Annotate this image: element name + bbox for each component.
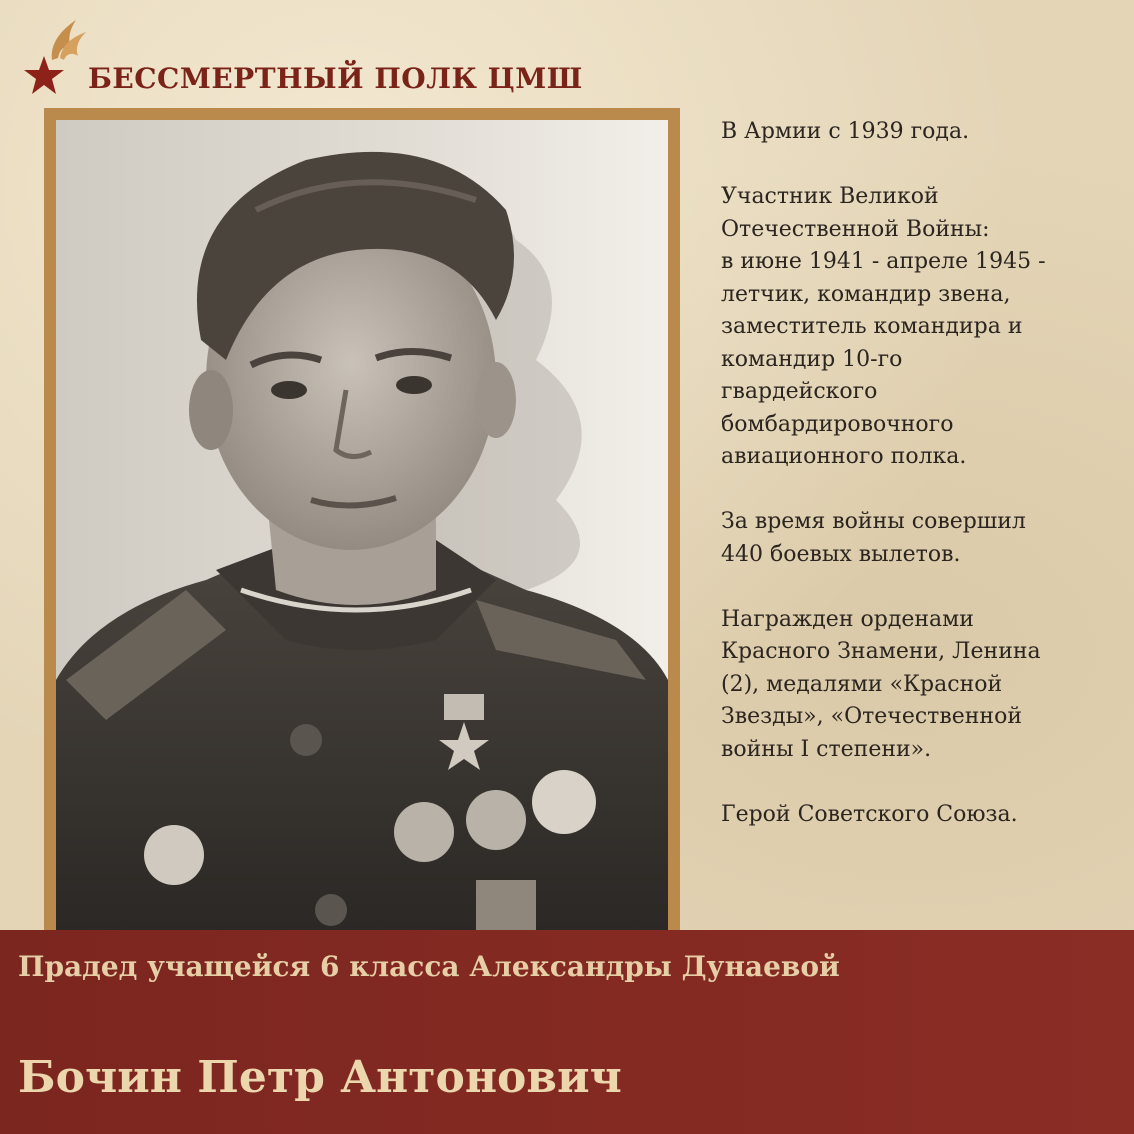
soldier-portrait [56,120,668,930]
bio-line: командир 10-го [721,346,903,372]
biography-text [721,116,1121,864]
bio-line: Награжден орденами [721,606,974,632]
bio-line: Красного Знамени, Ленина [721,639,1041,664]
bio-paragraph-service [721,116,1121,149]
brand-title: БЕССМЕРТНЫЙ ПОЛК ЦМШ [88,62,583,95]
bio-line: заместитель командира и [721,314,1023,339]
bio-line: авиационного полка. [721,444,967,469]
bio-line: летчик, командир звена, [721,281,1011,307]
bio-line: 440 боевых вылетов. [721,541,961,567]
bio-line: Звезды», «Отечественной [721,704,1022,729]
bio-line: гвардейского [721,379,878,404]
bio-line: Герой Советского Союза. [721,801,1018,827]
bio-line: За время войны совершил [721,509,1026,534]
bio-line: В Армии с 1939 года. [721,119,970,144]
bio-paragraph-awards [721,604,1121,767]
bio-paragraph-war [721,181,1121,474]
hero-name: Бочин Петр Антонович [18,1052,622,1103]
bio-line: (2), медалями «Красной [721,671,1003,697]
bio-line: бомбардировочного [721,411,954,437]
bio-line: в июне 1941 - апреле 1945 - [721,249,1046,274]
bio-paragraph-sorties [721,506,1121,571]
bio-line: Отечественной Войны: [721,216,990,242]
header [20,10,720,100]
star-with-flame-icon [20,10,92,96]
bio-paragraph-hero [721,799,1121,832]
bio-line: войны I степени». [721,736,932,762]
relation-subtitle: Прадед учащейся 6 класса Александры Дунаевой [18,950,840,983]
bio-line: Участник Великой [721,184,939,209]
